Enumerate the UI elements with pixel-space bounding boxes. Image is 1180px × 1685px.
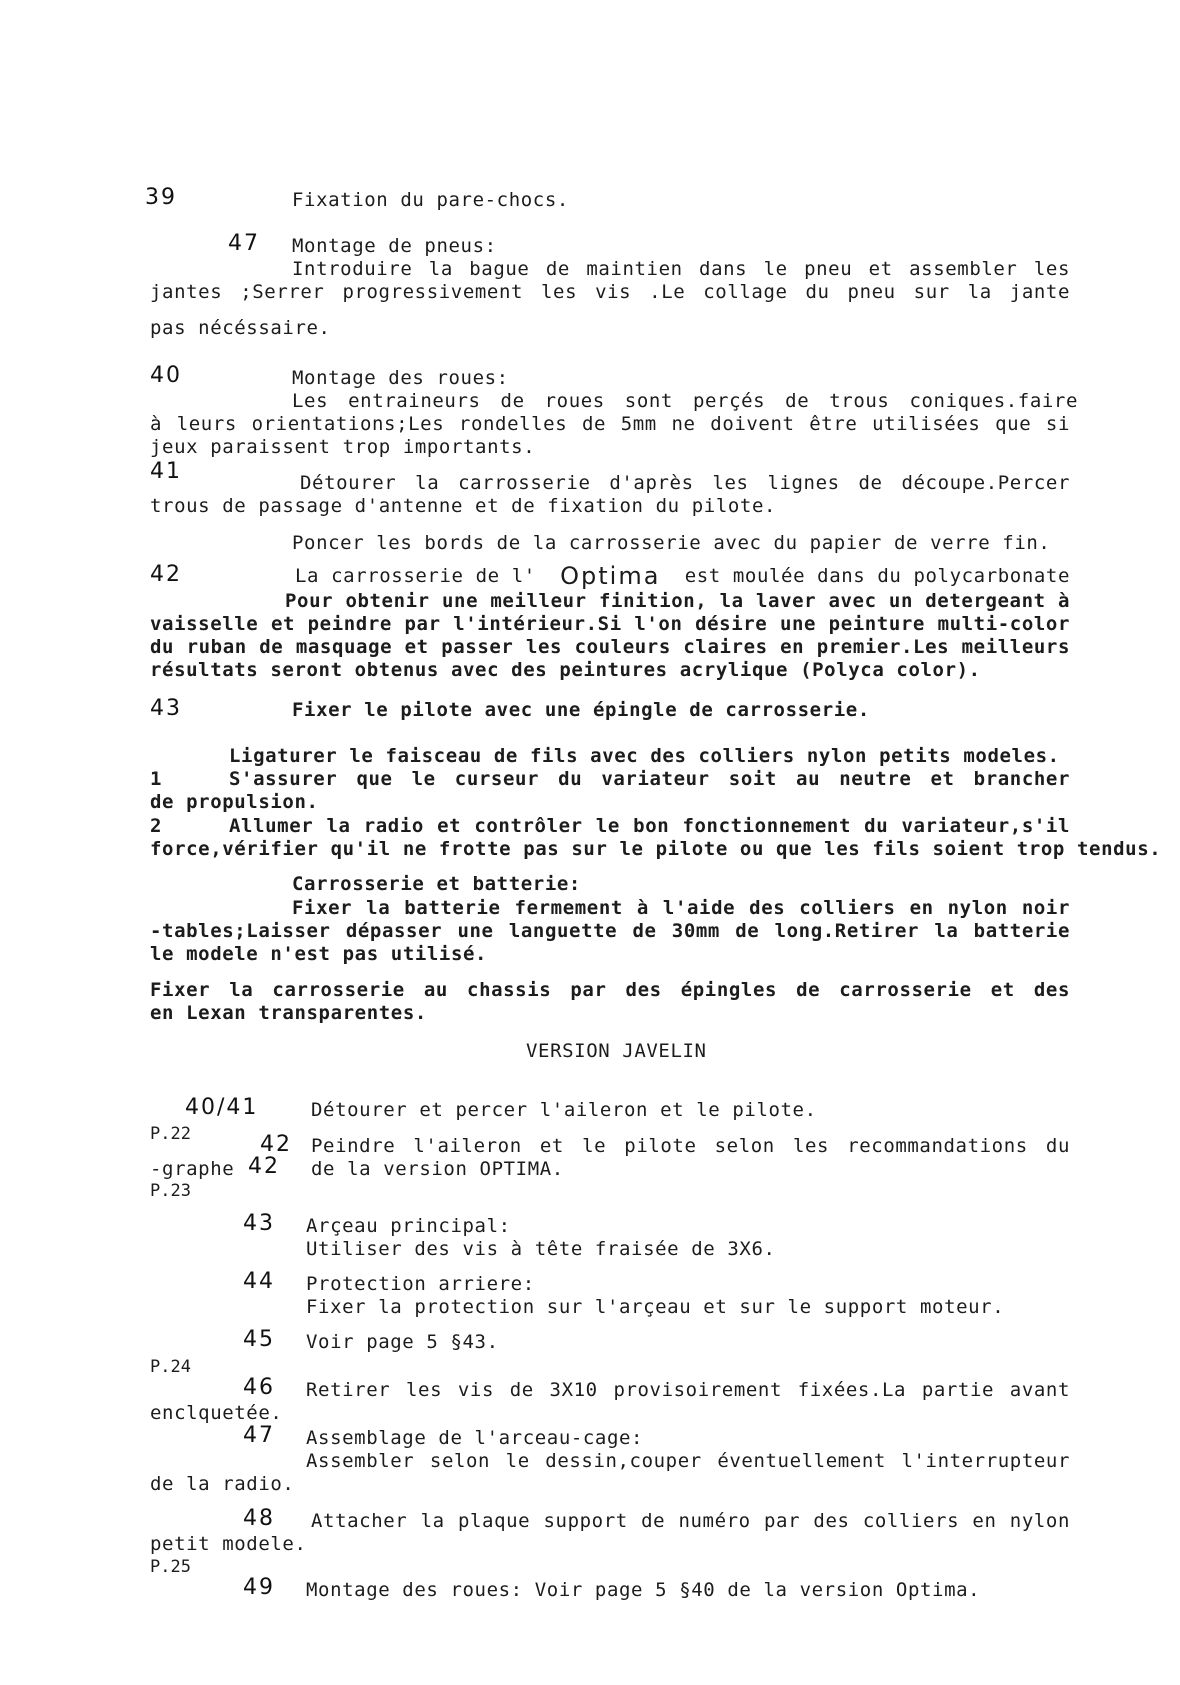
section-text: à leurs orientations;Les rondelles de 5mm ne doivent être utilisées que si — [150, 413, 1070, 435]
section-number: 42 — [150, 562, 182, 587]
section-number: 47 — [243, 1423, 275, 1448]
section-text: Montage des roues: Voir page 5 §40 de la version Optima. — [306, 1579, 981, 1601]
section-text: Fixation du pare-chocs. — [292, 189, 569, 211]
section-number: 39 — [145, 185, 177, 210]
section-text: Détourer la carrosserie d'après les lignes de découpe.Percer — [300, 472, 1070, 494]
section-text: de la version OPTIMA. — [311, 1158, 564, 1180]
section-text: -tables;Laisser dépasser une languette de 30mm de long.Retirer la batterie — [150, 920, 1070, 942]
section-number: 44 — [243, 1269, 275, 1294]
section-text: de la radio. — [150, 1473, 295, 1495]
section-number: 42 — [248, 1154, 280, 1179]
section-heading: Arçeau principal: — [306, 1215, 511, 1237]
section-text: est moulée dans du polycarbonate — [684, 565, 1070, 587]
section-text: Attacher la plaque support de numéro par des colliers en nylon — [311, 1510, 1070, 1532]
section-text: le modele n'est pas utilisé. — [150, 943, 488, 965]
section-text: trous de passage d'antenne et de fixation du pilote. — [150, 495, 777, 517]
section-text: résultats seront obtenus avec des peintures acrylique (Polyca color). — [150, 659, 981, 681]
page-reference: P.22 — [150, 1124, 191, 1144]
step-number: 2 — [150, 815, 163, 837]
section-text: Fixer le pilote avec une épingle de carrosserie. — [292, 699, 870, 721]
section-heading: Montage des roues: — [292, 367, 509, 389]
section-number: 40 — [150, 363, 182, 388]
section-text: en Lexan transparentes. — [150, 1002, 427, 1024]
section-text: enclquetée. — [150, 1402, 283, 1424]
section-text: Les entraineurs de roues sont perçés de trous coniques.faire — [292, 390, 1078, 412]
section-text: Pour obtenir une meilleur finition, la laver avec un detergeant à — [285, 590, 1070, 612]
section-text: Détourer et percer l'aileron et le pilote. — [311, 1099, 817, 1121]
section-text: Introduire la bague de maintien dans le pneu et assembler les — [292, 258, 1070, 280]
section-text: Fixer la batterie fermement à l'aide des colliers en nylon noir — [292, 897, 1070, 919]
section-text: La carrosserie de l' — [295, 565, 536, 587]
section-text: du ruban de masquage et passer les couleurs claires en premier.Les meilleurs — [150, 636, 1070, 658]
section-text: pas nécéssaire. — [150, 317, 331, 339]
section-number: 49 — [243, 1575, 275, 1600]
optima-intro-line — [295, 564, 1070, 588]
section-number: 46 — [243, 1375, 275, 1400]
page-reference: P.24 — [150, 1357, 191, 1377]
version-heading: VERSION JAVELIN — [526, 1040, 707, 1062]
section-text: Voir page 5 §43. — [306, 1331, 499, 1353]
section-text: Retirer les vis de 3X10 provisoirement fixées.La partie avant — [306, 1379, 1070, 1401]
section-heading: Carrosserie et batterie: — [292, 873, 581, 895]
section-number: 43 — [243, 1211, 275, 1236]
section-number: 40/41 — [185, 1095, 259, 1120]
section-text: jantes ;Serrer progressivement les vis .Le collage du pneu sur la jante — [150, 281, 1070, 303]
section-text: jeux paraissent trop importants. — [150, 436, 536, 458]
section-text: Fixer la carrosserie au chassis par des épingles de carrosserie et des — [150, 979, 1070, 1001]
section-text: Utiliser des vis à tête fraisée de 3X6. — [306, 1238, 776, 1260]
optima-brand-word: Optima — [560, 562, 661, 590]
section-text: Poncer les bords de la carrosserie avec du papier de verre fin. — [292, 532, 1051, 554]
section-heading: Protection arriere: — [306, 1273, 535, 1295]
section-text: S'assurer que le curseur du variateur soit au neutre et brancher — [229, 768, 1070, 790]
section-text: Fixer la protection sur l'arçeau et sur le support moteur. — [306, 1296, 1005, 1318]
section-text: Ligaturer le faisceau de fils avec des colliers nylon petits modeles. — [229, 745, 1060, 767]
page-reference: P.25 — [150, 1557, 191, 1577]
section-number: 45 — [243, 1327, 275, 1352]
section-text: -graphe — [150, 1158, 235, 1180]
section-number: 48 — [243, 1506, 275, 1531]
section-text: Peindre l'aileron et le pilote selon les recommandations du — [311, 1135, 1070, 1157]
section-heading: Montage de pneus: — [292, 235, 497, 257]
section-number: 41 — [150, 459, 182, 484]
section-number: 47 — [228, 231, 260, 256]
page-reference: P.23 — [150, 1181, 191, 1201]
section-text: Allumer la radio et contrôler le bon fonctionnement du variateur,s'il — [229, 815, 1070, 837]
section-text: vaisselle et peindre par l'intérieur.Si l'on désire une peinture multi-color — [150, 613, 1070, 635]
section-text: force,vérifier qu'il ne frotte pas sur le pilote ou que les fils soient trop tendus. — [150, 838, 1162, 860]
section-text: Assembler selon le dessin,couper éventuellement l'interrupteur — [306, 1450, 1070, 1472]
section-number: 43 — [150, 696, 182, 721]
section-number: 42 — [260, 1132, 292, 1157]
section-text: de propulsion. — [150, 791, 319, 813]
section-text: petit modele. — [150, 1533, 307, 1555]
section-heading: Assemblage de l'arceau-cage: — [306, 1427, 644, 1449]
step-number: 1 — [150, 768, 163, 790]
